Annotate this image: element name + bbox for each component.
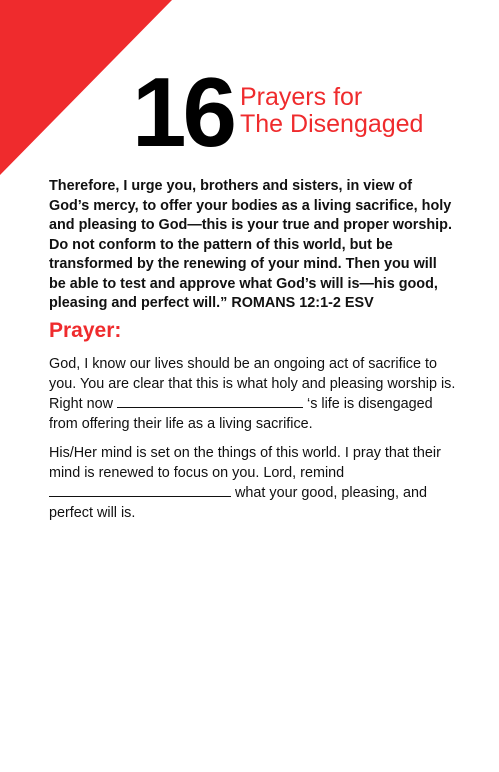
prayer-p2-text-start: His/Her mind is set on the things of this world. I pray that their mind is renewed to focus on you. Lord, remind: [49, 445, 441, 481]
prayer-p1-text-start: God, I know our lives should be an ongoing act of sacrifice to you. You are clear that this is what holy and pleasing worship is. Right now: [49, 356, 456, 412]
name-blank-line-1: [117, 394, 303, 408]
prayer-p2-text-end: what your good, pleasing, and perfect will is.: [49, 485, 428, 521]
scripture-verse: Therefore, I urge you, brothers and sisters, in view of God’s mercy, to offer your bodies as a living sacrifice, holy and pleasing to God—this is your true and proper worship. Do not conform to the pattern of this world, but be transformed by the renewing of your mind. Then you will be able to test and approve what God’s will is—his good, pleasing and perfect will.” ROMANS 12:1-2 ESV: [49, 178, 452, 311]
title-line-1: Prayers for: [240, 83, 363, 111]
prayer-number: 16: [132, 57, 234, 167]
name-blank-line-2: [49, 483, 231, 497]
prayer-p1-text-end: ‘s life is disengaged from offering their life as a living sacrifice.: [49, 396, 433, 432]
prayer-heading: Prayer:: [49, 319, 122, 342]
prayer-paragraph-1: [49, 355, 459, 434]
prayer-paragraph-2: [49, 444, 459, 523]
title-line-2: The Disengaged: [240, 110, 424, 138]
